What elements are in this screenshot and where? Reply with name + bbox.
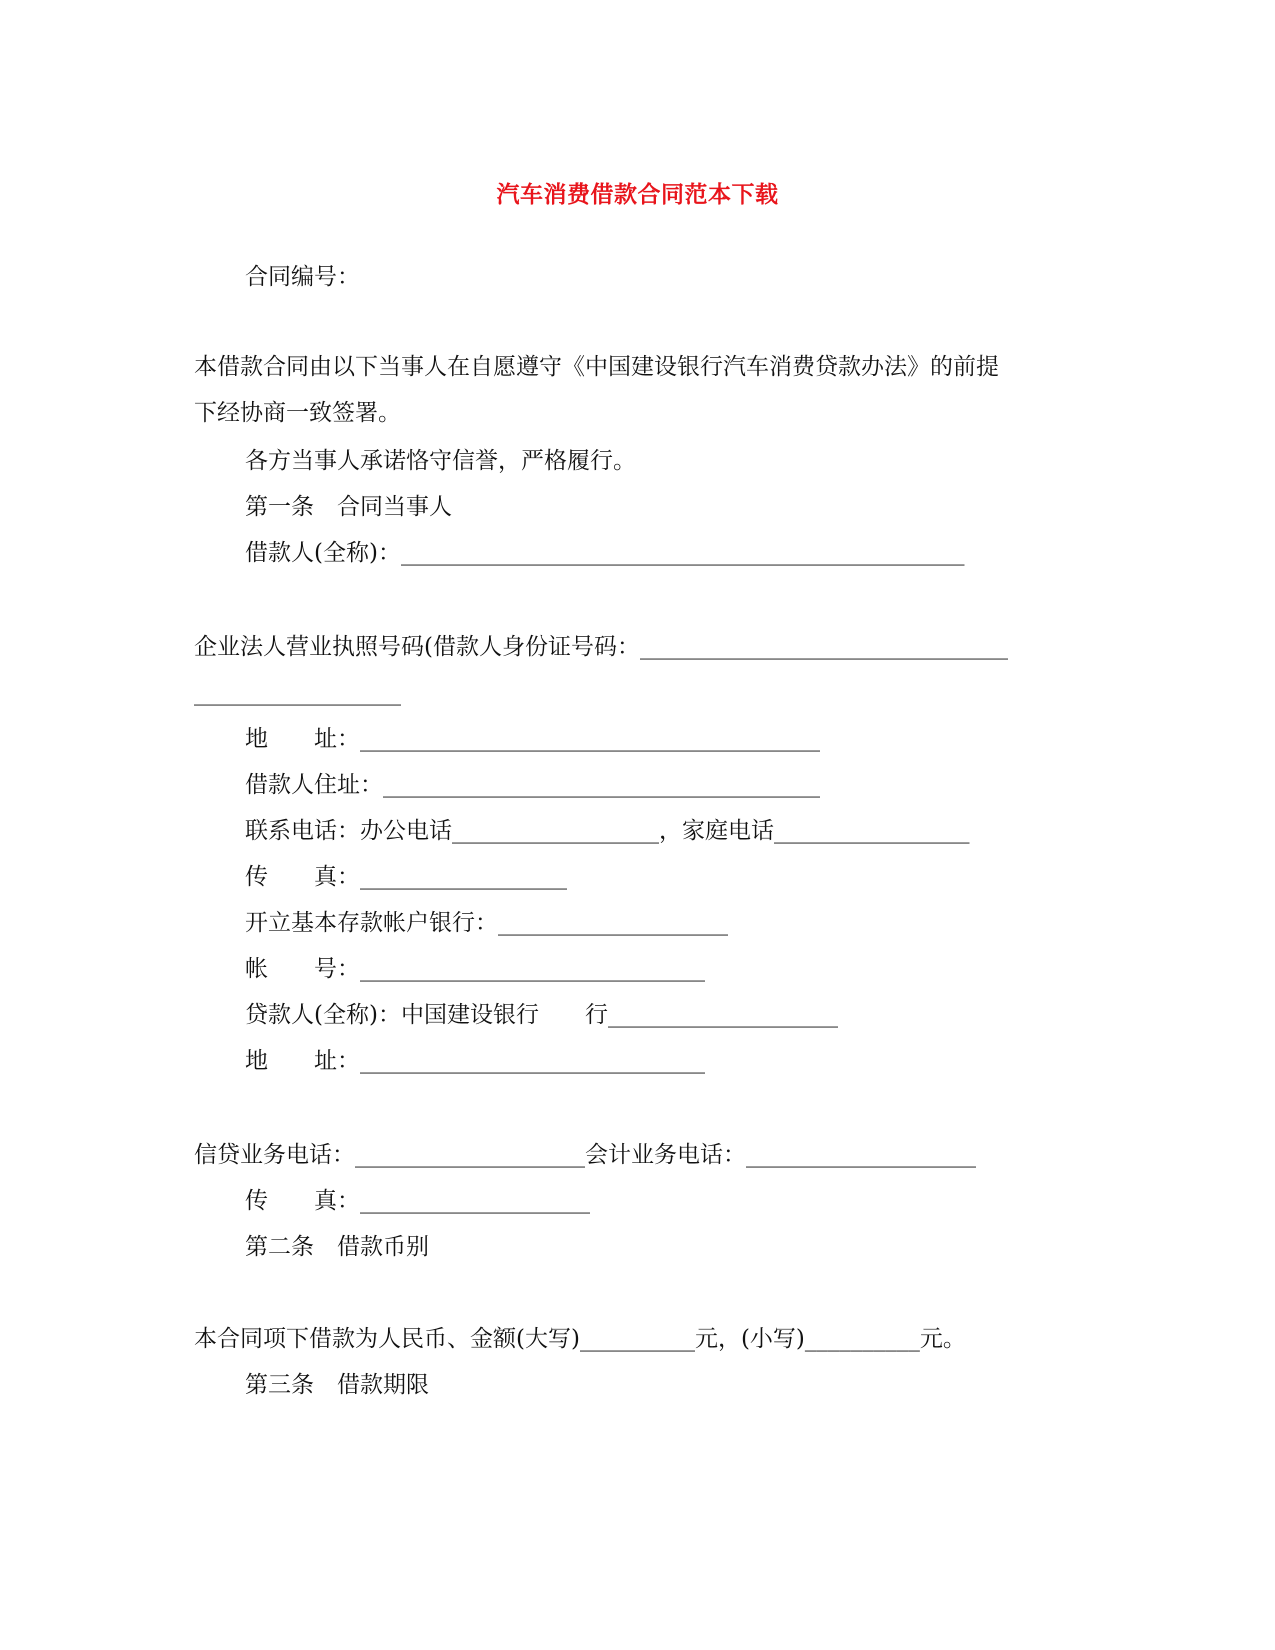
lender-address-field: 地 址：______________________________ <box>245 1048 705 1074</box>
deposit-bank-field: 开立基本存款帐户银行：____________________ <box>245 910 728 936</box>
account-number-field: 帐 号：______________________________ <box>245 956 705 982</box>
borrower-residence-field: 借款人住址：______________________________________ <box>245 772 820 798</box>
contract-number-label: 合同编号： <box>245 264 360 290</box>
borrower-address-field: 地 址：________________________________________ <box>245 726 820 752</box>
borrower-fax-field: 传 真：__________________ <box>245 864 567 890</box>
business-license-field: 企业法人营业执照号码(借款人身份证号码：________________________________ <box>194 634 1008 660</box>
article-3-heading: 第三条 借款期限 <box>245 1372 429 1398</box>
loan-amount-clause: 本合同项下借款为人民币、金额(大写)__________元，(小写)__________元。 <box>194 1326 966 1352</box>
article-1-heading: 第一条 合同当事人 <box>245 494 452 520</box>
document-title: 汽车消费借款合同范本下载 <box>496 181 779 208</box>
contact-phone-field: 联系电话：办公电话__________________，家庭电话_________________ <box>245 818 970 844</box>
lender-fax-field: 传 真：____________________ <box>245 1188 590 1214</box>
promise-statement: 各方当事人承诺恪守信誉，严格履行。 <box>245 448 636 474</box>
intro-paragraph-line-2: 下经协商一致签署。 <box>194 400 401 426</box>
intro-paragraph-line-1: 本借款合同由以下当事人在自愿遵守《中国建设银行汽车消费贷款办法》的前提 <box>194 354 999 380</box>
business-phone-field: 信贷业务电话：____________________会计业务电话：____________________ <box>194 1142 976 1168</box>
borrower-name-field: 借款人(全称)：_________________________________________________ <box>245 540 965 566</box>
lender-name-field: 贷款人(全称)：中国建设银行 行____________________ <box>245 1002 838 1028</box>
business-license-field-continued: __________________ <box>194 680 401 706</box>
article-2-heading: 第二条 借款币别 <box>245 1234 429 1260</box>
